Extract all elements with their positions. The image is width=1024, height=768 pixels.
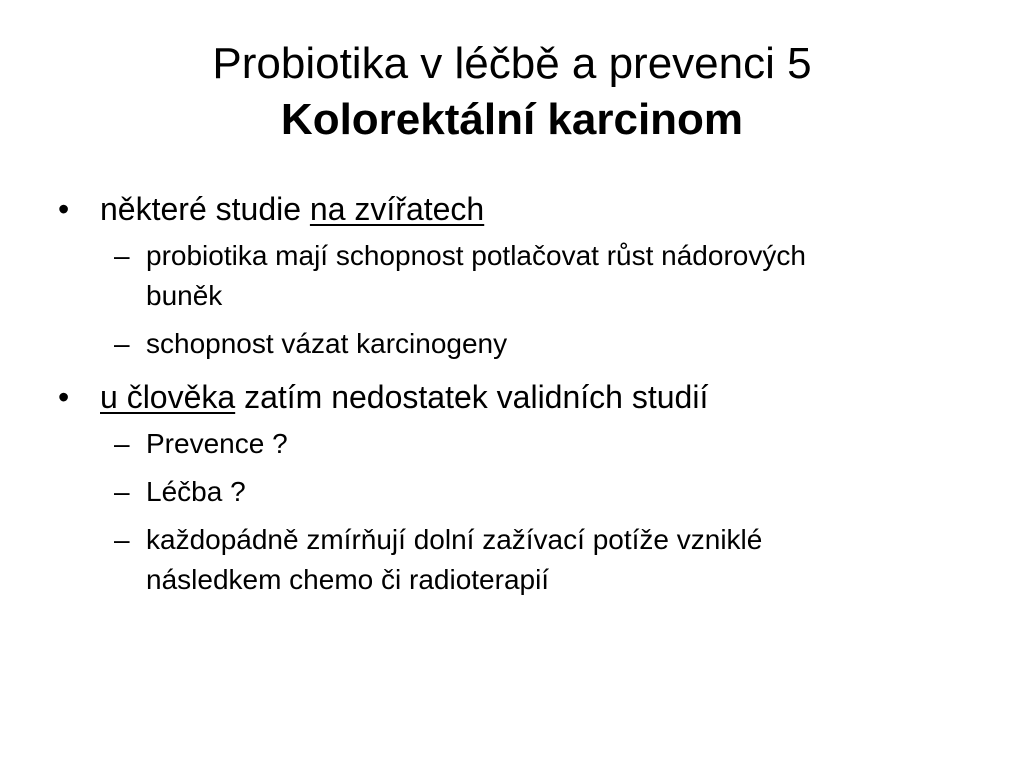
sub-bullet-item [58, 236, 818, 316]
bullet-text-underlined: u člověka [100, 379, 236, 415]
slide-body [58, 186, 818, 608]
dash-marker: – [114, 428, 130, 459]
dash-marker: – [114, 240, 130, 271]
bullet-item [58, 374, 818, 420]
sub-bullet-text: schopnost vázat karcinogeny [146, 328, 508, 359]
sub-bullet-item [58, 424, 818, 464]
bullet-text: zatím nedostatek validních studií [235, 379, 709, 415]
bullet-marker: • [58, 191, 70, 227]
bullet-item [58, 186, 818, 232]
dash-marker: – [114, 476, 130, 507]
sub-bullet-item [58, 520, 818, 600]
sub-bullet-text: Prevence ? [146, 428, 288, 459]
title-line-1: Probiotika v léčbě a prevenci 5 [212, 39, 812, 88]
title-line-2: Kolorektální karcinom [280, 95, 744, 144]
sub-bullet-text: probiotika mají schopnost potlačovat růst nádorových buněk [146, 240, 806, 311]
sub-bullet-item [58, 472, 818, 512]
bullet-text-underlined: na zvířatech [309, 191, 485, 227]
sub-bullet-text: Léčba ? [146, 476, 246, 507]
bullet-marker: • [58, 379, 70, 415]
dash-marker: – [114, 524, 130, 555]
dash-marker: – [114, 328, 130, 359]
sub-bullet-text: každopádně zmírňují dolní zažívací potíže vzniklé následkem chemo či radioterapií [146, 524, 763, 595]
bullet-text: některé studie [100, 191, 310, 227]
sub-bullet-item [58, 324, 818, 364]
slide-title [0, 36, 1024, 148]
